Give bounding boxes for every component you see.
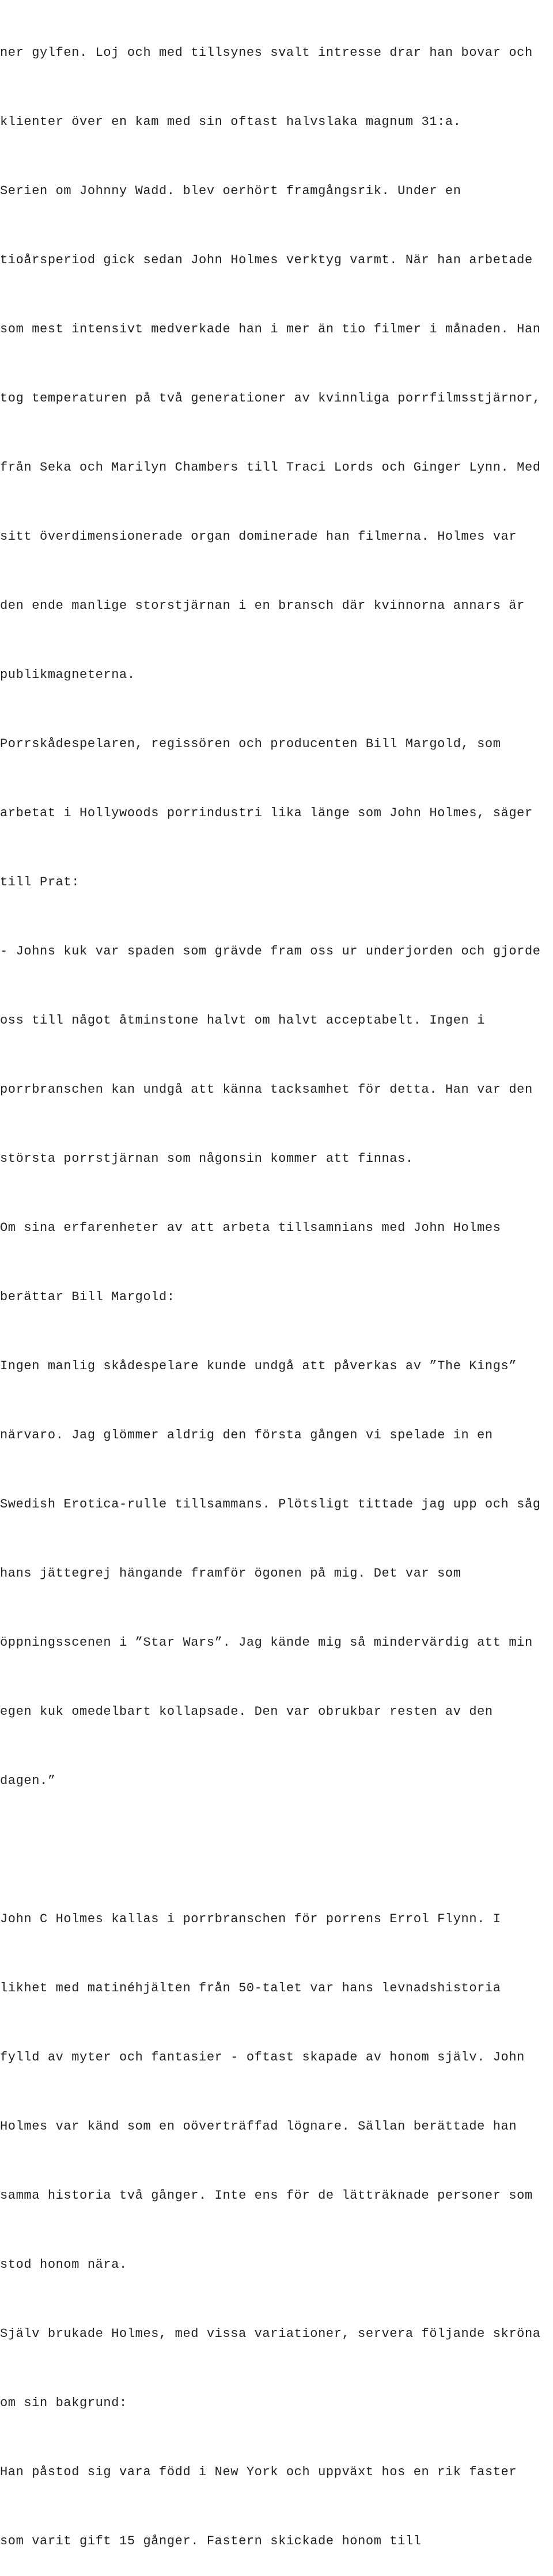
text-line: tioårsperiod gick sedan John Holmes verktyg varmt. När han arbetade <box>0 253 533 267</box>
text-line: Serien om Johnny Wadd. blev oerhört framgångsrik. Under en <box>0 184 461 198</box>
text-line: tog temperaturen på två generationer av kvinnliga porrfilmsstjärnor, <box>0 391 541 406</box>
text-line: sitt överdimensionerade organ dominerade han filmerna. Holmes var <box>0 529 517 544</box>
text-line: till Prat: <box>0 875 80 889</box>
text-line: berättar Bill Margold: <box>0 1290 175 1304</box>
text-line: den ende manlige storstjärnan i en bransch där kvinnorna annars är <box>0 598 525 613</box>
text-line: största porrstjärnan som någonsin kommer att finnas. <box>0 1151 414 1166</box>
text-line: arbetat i Hollywoods porrindustri lika länge som John Holmes, säger <box>0 806 533 820</box>
text-line: öppningsscenen i ”Star Wars”. Jag kände mig så mindervärdig att min <box>0 1635 533 1650</box>
text-line: Holmes var känd som en oöverträffad lögnare. Sällan berättade han <box>0 2119 517 2134</box>
text-line: om sin bakgrund: <box>0 2396 127 2410</box>
text-line: dagen.” <box>0 1774 56 1788</box>
text-line: oss till något åtminstone halvt om halvt acceptabelt. Ingen i <box>0 1013 485 1028</box>
text-line: likhet med matinéhjälten från 50-talet var hans levnadshistoria <box>0 1981 501 1995</box>
text-line: samma historia två gånger. Inte ens för de lätträknade personer som <box>0 2188 533 2203</box>
text-line: egen kuk omedelbart kollapsade. Den var obrukbar resten av den <box>0 1704 493 1719</box>
text-line: Han påstod sig vara född i New York och uppväxt hos en rik faster <box>0 2465 517 2479</box>
text-line: som varit gift 15 gånger. Fastern skickade honom till <box>0 2534 422 2548</box>
text-line: ner gylfen. Loj och med tillsynes svalt intresse drar han bovar och <box>0 46 533 60</box>
text-line: Porrskådespelaren, regissören och producenten Bill Margold, som <box>0 737 501 751</box>
text-line: stod honom nära. <box>0 2257 127 2272</box>
text-line: hans jättegrej hängande framför ögonen på mig. Det var som <box>0 1566 461 1581</box>
text-line: Swedish Erotica-rulle tillsammans. Plötsligt tittade jag upp och såg <box>0 1497 541 1511</box>
text-line: Ingen manlig skådespelare kunde undgå att påverkas av ”The Kings” <box>0 1359 517 1373</box>
text-line: Om sina erfarenheter av att arbeta tillsamnians med John Holmes <box>0 1221 501 1235</box>
text-line: porrbranschen kan undgå att känna tacksamhet för detta. Han var den <box>0 1082 533 1097</box>
text-line: fylld av myter och fantasier - oftast skapade av honom själv. John <box>0 2050 525 2064</box>
text-line: Själv brukade Holmes, med vissa variationer, servera följande skröna <box>0 2327 541 2341</box>
text-line: John C Holmes kallas i porrbranschen för porrens Errol Flynn. I <box>0 1912 501 1926</box>
text-line: närvaro. Jag glömmer aldrig den första gången vi spelade in en <box>0 1428 493 1442</box>
text-line: som mest intensivt medverkade han i mer än tio filmer i månaden. Han <box>0 322 541 336</box>
text-line: - Johns kuk var spaden som grävde fram oss ur underjorden och gjorde <box>0 944 541 959</box>
text-line: klienter över en kam med sin oftast halvslaka magnum 31:a. <box>0 115 461 129</box>
text-line: från Seka och Marilyn Chambers till Traci Lords och Ginger Lynn. Med <box>0 460 541 475</box>
blank-line <box>0 1839 553 1862</box>
text-line: publikmagneterna. <box>0 668 135 682</box>
